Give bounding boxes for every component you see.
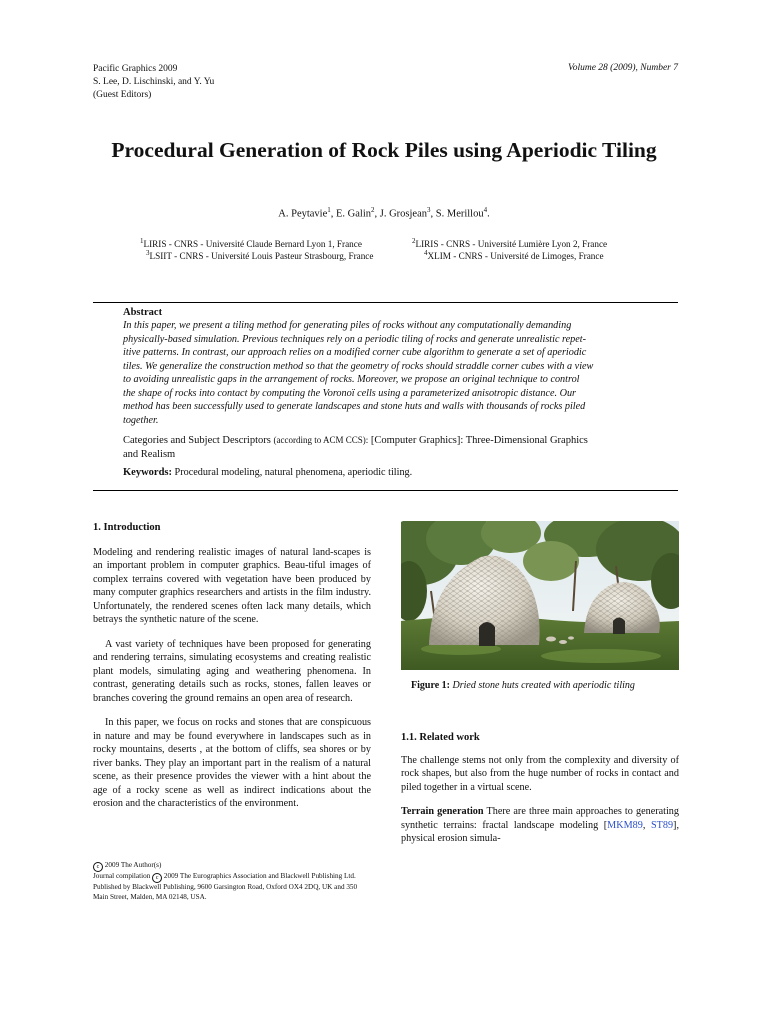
abstract-heading: Abstract [123,307,163,318]
intro-paragraph-2: A vast variety of techniques have been proposed for generating and rendering terrains, simulating ecosystems and creating realistic plant models, simulating aging and weathering phenomena. In contrast, generating details such as rocks, stones, fallen leaves or branches covering the ground remains an open area of research. [93,638,371,704]
conference-name: Pacific Graphics 2009 [93,64,178,74]
figure-1-image [401,521,679,670]
author-name: J. Grosjean [379,208,428,220]
figure-1-label: Figure 1: [411,680,450,691]
abstract-bottom-rule [93,490,678,491]
abstract-line: In this paper, we present a tiling method for generating piles of rocks without any computationally demanding [123,320,572,331]
abstract-line: together. [123,414,159,426]
copyright-footer: c 2009 The Author(s) Journal compilation c 2009 The Eurographics Association and Blackwell Publishing Ltd. Published by Blackwell Publishing, 9600 Garsington Road, Oxford OX4 2DQ, UK and 350 Main Street, Malden, MA 02148, USA. [93,861,358,901]
paper-title: Procedural Generation of Rock Piles using Aperiodic Tiling [111,138,657,162]
abstract-line: method has been successfully used to generate landscapes and stone huts and walls with thousands of rocks piled [123,401,586,412]
author-name: A. Peytavie [278,208,328,220]
author-sup: 2 [371,206,375,214]
abstract-text [123,319,648,427]
section-heading-introduction: 1. Introduction [93,522,161,533]
abstract-top-rule [93,302,678,303]
abstract-line: physically-based simulation. Previous techniques rely on a periodic tiling of rocks and generate unrealistic repet- [123,333,586,345]
running-header-left [93,63,214,102]
abstract-section [123,307,648,478]
volume-info: Volume 28 (2009), Number 7 [567,63,678,73]
author-list: A. Peytavie$^1$, E. Galin$^2$, J. Grosjean$^3$, S. Merillou$^4$. [278,206,490,220]
author-sup: 3 [427,206,431,214]
citation-st89[interactable]: ST89 [650,819,674,831]
intro-paragraph-1: Modeling and rendering realistic images of natural land-scapes is an important problem in computer graphics. Beau-tiful images of complex terrains covered with vegetation have been produced by many computer graphics researchers and artists in the film industry. Unfortunately, the rendered scenes often lack many details, which betrays the synthetic nature of the scene. [93,546,371,625]
right-column [401,731,679,846]
guest-editors-label: (Guest Editors) [93,90,152,100]
abstract-line: the shape of rocks into contact by computing the Voronoï cells using a parameterized anisotropic distance. Our [123,387,576,399]
acm-categories: Categories and Subject Descriptors (according to ACM CCS): [Computer Graphics]: Three-Dimensional Graphics and Realism [123,435,588,460]
terrain-generation-paragraph: Terrain generation There are three main approaches to generating synthetic terrains: fractal landscape modeling [MKM89, ST89], physical erosion simula- [401,806,679,844]
affiliation-2: $^2$LIRIS - CNRS - Université Lumière Lyon 2, France [412,237,608,250]
affiliation-4: $^4$XLIM - CNRS - Université de Limoges, France [424,249,604,262]
intro-paragraph-3: In this paper, we focus on rocks and stones that are conspicuous in nature and may be found everywhere in landscapes such as in rocky mountains, deserts , at the bottom of cliffs, sea shores or by river banks. They play an important part in the realism of a natural scene, as their presence provides the viewer with a hint about the age of a rocky scene as well as indirect indications about the erosion and the characteristics of the environment. [93,717,371,809]
abstract-line: itive patterns. In contrast, our approach relies on a modified corner cube algorithm to generate a set of aperiodic [123,347,587,358]
figure-1-caption [411,680,635,691]
related-paragraph-1: The challenge stems not only from the complexity and diversity of rock shapes, but also from the huge number of rocks in contact and piled together in a virtual scene. [401,754,679,793]
keywords-text: Procedural modeling, natural phenomena, aperiodic tiling. [174,467,413,478]
terrain-generation-label: Terrain generation [401,806,484,817]
abstract-line: tiles. We generalize the construction method so that the geometry of rocks should straddle corner cubes with a view [123,360,594,372]
author-sup: 1 [327,206,331,214]
abstract-line: to avoiding unrealistic gaps in the arrangement of rocks. Moreover, we propose an original technique to control [123,374,580,385]
copyright-icon: c [152,873,162,883]
citation-mkm89[interactable]: MKM89 [607,819,643,831]
keywords [123,467,648,478]
copyright-icon: c [93,862,103,872]
figure-1-caption-text: Dried stone huts created with aperiodic tiling [452,680,635,691]
subsection-heading-related-work: 1.1. Related work [401,732,480,743]
affiliation-1: $^1$LIRIS - CNRS - Université Claude Bernard Lyon 1, France [140,237,362,250]
author-name: E. Galin [336,208,372,220]
keywords-label: Keywords: [123,467,172,478]
guest-editors-names: S. Lee, D. Lischinski, and Y. Yu [93,77,215,87]
affiliation-3: $^3$LSIIT - CNRS - Université Louis Pasteur Strasbourg, France [146,249,374,262]
left-column [93,521,371,811]
author-name: S. Merillou [435,208,484,220]
author-sup: 4 [483,206,488,214]
